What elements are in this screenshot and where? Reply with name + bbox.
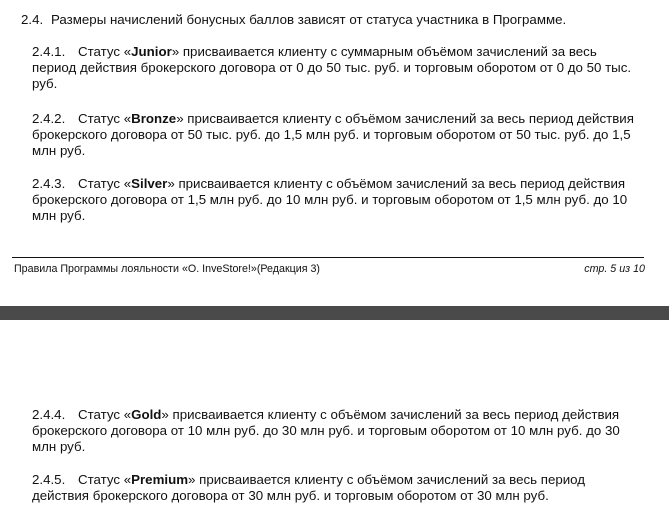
paragraph-2-4-4: 2.4.4. Статус «Gold» присваивается клиенту с объёмом зачислений за весь период действия брокерского договора от 10 млн руб. до 30 млн руб. и торговым оборотом от 10 млн руб. до 30 млн руб. [32,407,620,454]
status-name: Gold [131,407,162,422]
paragraph-number: 2.4.2. [32,111,66,126]
page-separator [0,306,669,320]
paragraph-2-4-1: 2.4.1. Статус «Junior» присваивается клиенту с суммарным объёмом зачислений за весь период действия брокерского договора от 0 до 50 тыс. руб. и торговым оборотом от 0 до 50 тыс. руб. [32,44,632,91]
paragraph-2-4-3: 2.4.3. Статус «Silver» присваивается клиенту с объёмом зачислений за весь период действия брокерского договора от 1,5 млн руб. до 10 млн руб. и торговым оборотом от 1,5 млн руб. до 10 млн руб. [32,176,628,223]
footer-divider [12,257,644,258]
paragraph-number: 2.4.5. [32,472,66,487]
paragraph-number: 2.4.4. [32,407,66,422]
footer-document-title: Правила Программы лояльности «О. InveStore!»(Редакция 3) [14,263,320,275]
document-page-6 [0,320,669,519]
status-name: Junior [131,44,172,59]
paragraph-2-4-2: 2.4.2. Статус «Bronze» присваивается клиенту с объёмом зачислений за весь период действия брокерского договора от 50 тыс. руб. до 1,5 млн руб. и торговым оборотом от 50 тыс. руб. до 1,5 млн руб. [32,111,634,158]
paragraph-2-4-5: 2.4.5. Статус «Premium» присваивается клиенту с объёмом зачислений за весь период действия брокерского договора от 30 млн руб. и торговым оборотом от 30 млн руб. [32,472,586,503]
status-name: Premium [131,472,189,487]
section-text: Размеры начислений бонусных баллов зависят от статуса участника в Программе. [51,12,567,27]
status-name: Bronze [131,111,177,126]
paragraph-number: 2.4.1. [32,44,66,59]
section-number: 2.4. [21,12,44,27]
footer-page-number: стр. 5 из 10 [584,263,645,275]
paragraph-number: 2.4.3. [32,176,66,191]
status-name: Silver [131,176,168,191]
section-heading [21,12,641,28]
